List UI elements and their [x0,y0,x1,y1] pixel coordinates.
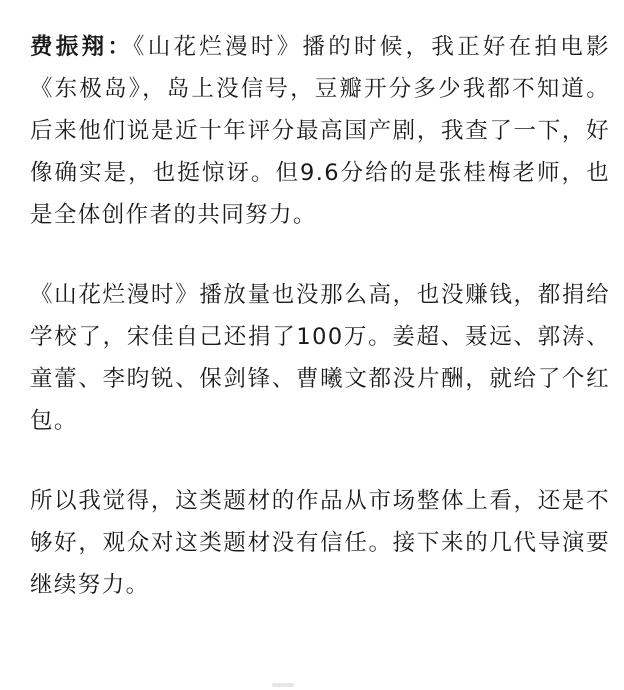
bottom-edge-mark [272,683,294,687]
paragraph-1 [30,26,610,236]
paragraph-3: 所以我觉得，这类题材的作品从市场整体上看，还是不够好，观众对这类题材没有信任。接下来的几代导演要继续努力。 [30,488,610,598]
speaker-name: 费振翔： [30,34,134,60]
paragraph-1-text: 《山花烂漫时》播的时候，我正好在拍电影《东极岛》，岛上没信号，豆瓣开分多少我都不知道。后来他们说是近十年评分最高国产剧，我查了一下，好像确实是，也挺惊讶。但9.6分给的是张桂梅老师，也是全体创作者的共同努力。 [30,34,610,228]
paragraph-2: 《山花烂漫时》播放量也没那么高，也没赚钱，都捐给学校了，宋佳自己还捐了100万。姜超、聂远、郭涛、童蕾、李昀锐、保剑锋、曹曦文都没片酬，就给了个红包。 [30,282,610,434]
article-body [30,26,610,606]
